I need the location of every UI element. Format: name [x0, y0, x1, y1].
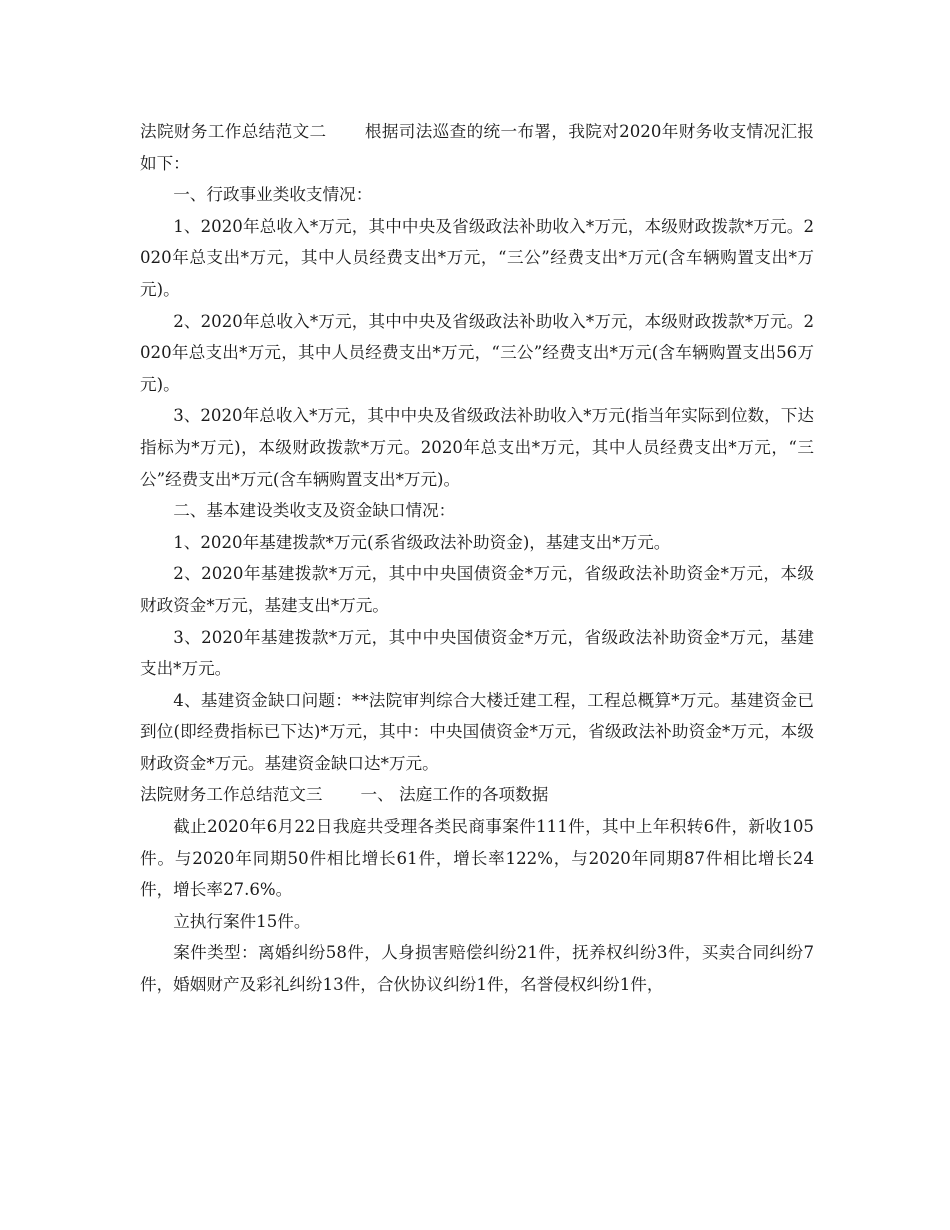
section-intro: 一、 法庭工作的各项数据 — [360, 785, 549, 805]
paragraph: 3、2020年基建拨款*万元，其中中央国债资金*万元，省级政法补助资金*万元，基建支出*万元。 — [140, 627, 814, 679]
paragraph: 案件类型：离婚纠纷58件，人身损害赔偿纠纷21件，抚养权纠纷3件，买卖合同纠纷7件，婚姻财产及彩礼纠纷13件，合伙协议纠纷1件，名誉侵权纠纷1件， — [140, 943, 814, 995]
section-intro: 根据司法巡查的统一布署，我院对2020年财务收支情况汇报如下： — [140, 122, 814, 173]
paragraph: 2、2020年总收入*万元，其中中央及省级政法补助收入*万元，本级财政拨款*万元。2020年总支出*万元，其中人员经费支出*万元，“三公”经费支出*万元(含车辆购置支出56万元)。 — [140, 311, 814, 394]
section-title: 法院财务工作总结范文二 — [140, 122, 327, 141]
paragraph: 1、2020年基建拨款*万元(系省级政法补助资金)，基建支出*万元。 — [173, 532, 671, 552]
section-heading-line — [140, 116, 814, 179]
paragraph: 4、基建资金缺口问题：**法院审判综合大楼迁建工程，工程总概算*万元。基建资金已到位(即经费指标已下达)*万元，其中：中央国债资金*万元，省级政法补助资金*万元，本级财政资金*万元。基建资金缺口达*万元。 — [140, 690, 814, 773]
paragraph: 一、行政事业类收支情况： — [173, 185, 373, 205]
paragraph: 截止2020年6月22日我庭共受理各类民商事案件111件，其中上年积转6件，新收105件。与2020年同期50件相比增长61件，增长率122%，与2020年同期87件相比增长24件，增长率27.6%。 — [140, 817, 814, 900]
section-heading-line — [140, 779, 814, 811]
paragraph: 1、2020年总收入*万元，其中中央及省级政法补助收入*万元，本级财政拨款*万元。2020年总支出*万元，其中人员经费支出*万元，“三公”经费支出*万元(含车辆购置支出*万元)。 — [140, 216, 814, 299]
paragraph: 2、2020年基建拨款*万元，其中中央国债资金*万元，省级政法补助资金*万元，本级财政资金*万元，基建支出*万元。 — [140, 564, 814, 615]
paragraph: 立执行案件15件。 — [173, 911, 311, 931]
paragraph: 二、基本建设类收支及资金缺口情况： — [173, 501, 456, 521]
section-title: 法院财务工作总结范文三 — [140, 785, 323, 805]
document-page — [140, 116, 814, 1001]
paragraph: 3、2020年总收入*万元，其中中央及省级政法补助收入*万元(指当年实际到位数，下达指标为*万元)，本级财政拨款*万元。2020年总支出*万元，其中人员经费支出*万元，“三公”经费支出*万元(含车辆购置支出*万元)。 — [140, 406, 814, 489]
